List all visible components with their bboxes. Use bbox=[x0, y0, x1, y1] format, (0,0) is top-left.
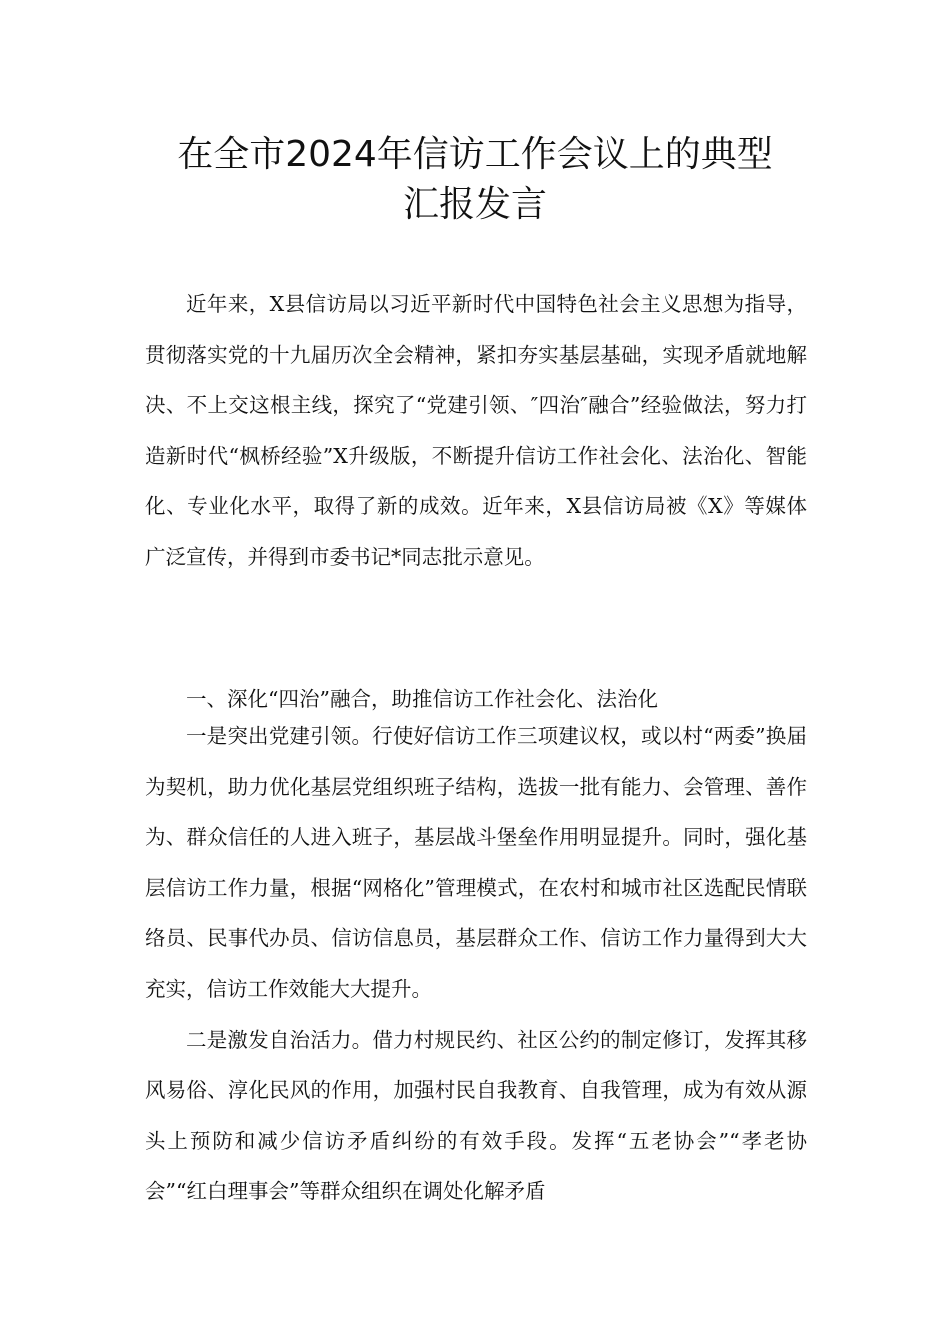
section-1-body bbox=[145, 711, 807, 1217]
intro-paragraph: 近年来，X县信访局以习近平新时代中国特色社会主义思想为指导，贯彻落实党的十九届历次全会精神，紧扣夯实基层基础，实现矛盾就地解决、不上交这根主线，探究了“党建引领、″四治″融合”经验做法，努力打造新时代“枫桥经验”X升级版，不断提升信访工作社会化、法治化、智能化、专业化水平，取得了新的成效。近年来，X县信访局被《X》等媒体广泛宣传，并得到市委书记*同志批示意见。 bbox=[145, 292, 807, 569]
document-title-line-2: 汇报发言 bbox=[402, 184, 547, 225]
intro-section bbox=[145, 279, 807, 583]
section-1-paragraph-1: 一是突出党建引领。行使好信访工作三项建议权，或以村“两委”换届为契机，助力优化基层党组织班子结构，选拔一批有能力、会管理、善作为、群众信任的人进入班子，基层战斗堡垒作用明显提升。同时，强化基层信访工作力量，根据“网格化”管理模式，在农村和城市社区选配民情联络员、民事代办员、信访信息员，基层群众工作、信访工作力量得到大大充实，信访工作效能大大提升。 bbox=[145, 724, 807, 1001]
section-heading-1: 一、深化“四治”融合，助推信访工作社会化、法治化 bbox=[186, 687, 658, 711]
section-1-paragraph-2: 二是激发自治活力。借力村规民约、社区公约的制定修订，发挥其移风易俗、淳化民风的作用，加强村民自我教育、自我管理，成为有效从源头上预防和减少信访矛盾纠纷的有效手段。发挥“五老协会”“孝老协会”“红白理事会”等群众组织在调处化解矛盾 bbox=[145, 1027, 807, 1204]
document-title-line-1: 在全市2024年信访工作会议上的典型 bbox=[177, 134, 773, 175]
